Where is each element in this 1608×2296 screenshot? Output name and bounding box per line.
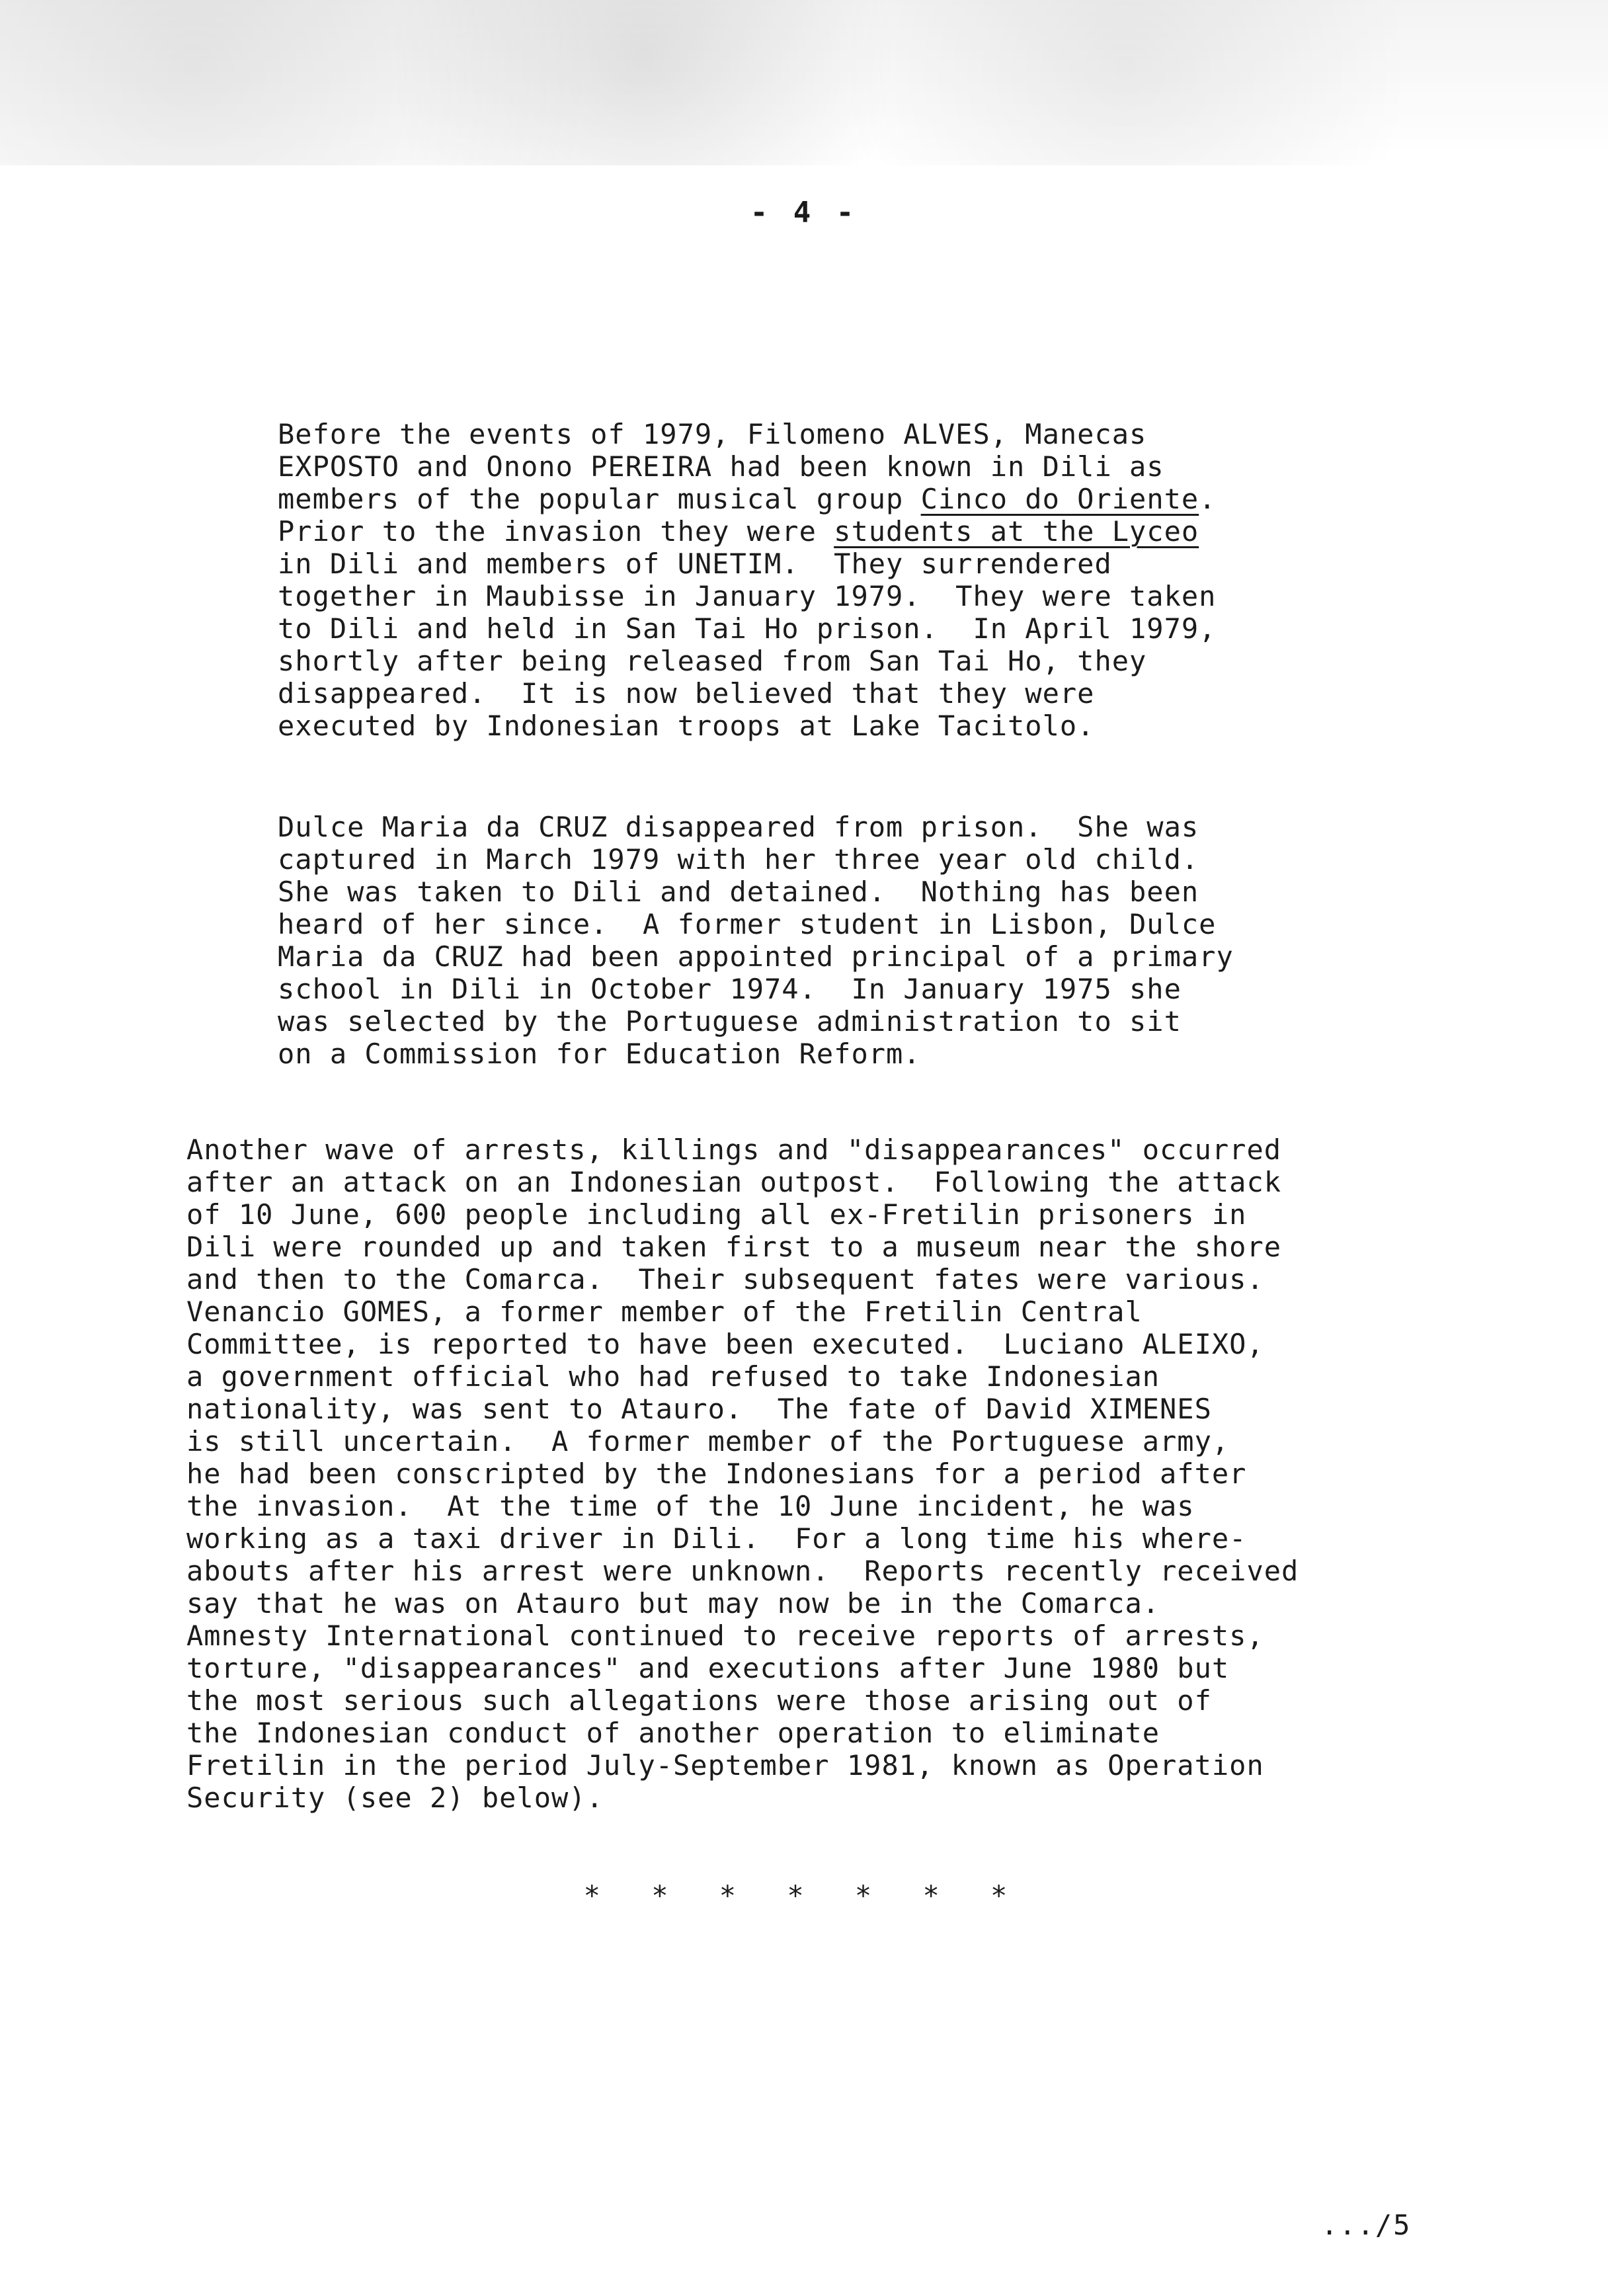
- text-line: after an attack on an Indonesian outpost. Following the attack: [186, 1166, 1282, 1198]
- text-line: a government official who had refused to take Indonesian: [186, 1360, 1160, 1393]
- text-line: working as a taxi driver in Dili. For a long time his where-: [186, 1522, 1247, 1555]
- text-line: he had been conscripted by the Indonesians for a period after: [186, 1457, 1247, 1490]
- text-line: to Dili and held in San Tai Ho prison. In April 1979,: [278, 612, 1217, 645]
- text-line: say that he was on Atauro but may now be in the Comarca.: [186, 1587, 1160, 1620]
- text-segment: Prior to the invasion they were: [278, 515, 834, 548]
- text-line: torture, "disappearances" and executions after June 1980 but: [186, 1652, 1230, 1684]
- text-line: [278, 483, 1216, 515]
- page-number: - 4 -: [750, 196, 858, 229]
- text-line: Maria da CRUZ had been appointed principal of a primary: [278, 940, 1234, 973]
- text-line: on a Commission for Education Reform.: [278, 1038, 921, 1070]
- text-line: Fretilin in the period July-September 1981, known as Operation: [186, 1749, 1264, 1782]
- paragraph-arrests-wave: [186, 1133, 1299, 1814]
- text-line: together in Maubisse in January 1979. They were taken: [278, 580, 1217, 612]
- text-line: Venancio GOMES, a former member of the Fretilin Central: [186, 1295, 1143, 1328]
- text-line: captured in March 1979 with her three year old child.: [278, 843, 1199, 876]
- text-line: Dulce Maria da CRUZ disappeared from prison. She was: [278, 811, 1199, 843]
- text-line: Amnesty International continued to receive reports of arrests,: [186, 1620, 1264, 1652]
- text-line: school in Dili in October 1974. In January 1975 she: [278, 973, 1182, 1005]
- text-line: Dili were rounded up and taken first to a museum near the shore: [186, 1231, 1282, 1263]
- continuation-marker: .../5: [1321, 2209, 1412, 2241]
- text-line: abouts after his arrest were unknown. Reports recently received: [186, 1555, 1299, 1587]
- paragraph-dulce-cruz: [278, 811, 1234, 1070]
- section-separator: * * * * * * *: [583, 1879, 1025, 1912]
- text-line: was selected by the Portuguese administration to sit: [278, 1005, 1182, 1038]
- text-line: Another wave of arrests, killings and "disappearances" occurred: [186, 1133, 1282, 1166]
- text-line: of 10 June, 600 people including all ex-Fretilin prisoners in: [186, 1198, 1247, 1231]
- text-line: EXPOSTO and Onono PEREIRA had been known in Dili as: [278, 450, 1164, 483]
- text-line: the most serious such allegations were those arising out of: [186, 1684, 1212, 1717]
- text-line: Committee, is reported to have been executed. Luciano ALEIXO,: [186, 1328, 1264, 1360]
- text-line: [278, 515, 1216, 548]
- scan-noise-band: [0, 0, 1608, 165]
- text-line: heard of her since. A former student in Lisbon, Dulce: [278, 908, 1217, 940]
- text-line: and then to the Comarca. Their subsequent fates were various.: [186, 1263, 1264, 1295]
- text-line: disappeared. It is now believed that they were: [278, 677, 1095, 710]
- text-line: in Dili and members of UNETIM. They surrendered: [278, 548, 1112, 580]
- school-underlined: students at the Lyceo: [834, 515, 1199, 548]
- text-line: Before the events of 1979, Filomeno ALVES, Manecas: [278, 418, 1147, 450]
- text-line: the invasion. At the time of the 10 June incident, he was: [186, 1490, 1195, 1522]
- text-line: is still uncertain. A former member of the Portuguese army,: [186, 1425, 1230, 1457]
- text-segment: .: [1199, 483, 1217, 515]
- text-line: nationality, was sent to Atauro. The fate of David XIMENES: [186, 1393, 1212, 1425]
- group-name-underlined: Cinco do Oriente: [920, 483, 1199, 515]
- text-line: Security (see 2) below).: [186, 1782, 604, 1814]
- text-line: She was taken to Dili and detained. Nothing has been: [278, 876, 1199, 908]
- text-line: executed by Indonesian troops at Lake Tacitolo.: [278, 710, 1095, 742]
- paragraph-musicians: [278, 418, 1216, 742]
- text-line: the Indonesian conduct of another operation to eliminate: [186, 1717, 1160, 1749]
- text-segment: members of the popular musical group: [278, 483, 921, 515]
- text-line: shortly after being released from San Tai Ho, they: [278, 645, 1147, 677]
